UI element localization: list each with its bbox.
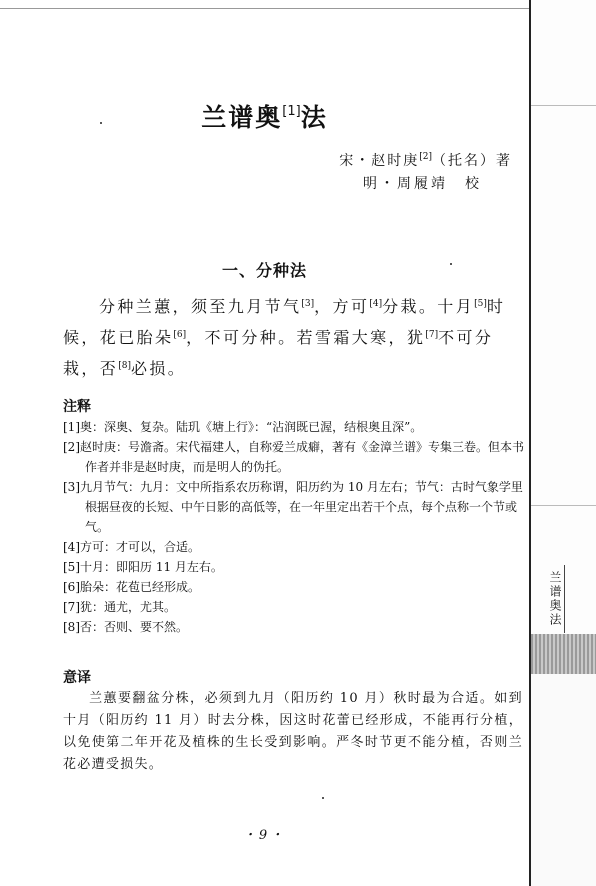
notes-heading: 注释 [63,399,91,415]
top-rule [0,8,529,9]
section-heading: 一、分种法 [221,261,307,280]
scan-speck [450,263,452,265]
page-title [0,98,529,134]
translation-heading: 意译 [63,670,91,686]
note-item: [6]胎朵：花苞已经形成。 [63,580,200,594]
note-item: [1]奥：深奥、复杂。陆玑《塘上行》：“沾润既已渥，结根奥且深”。 [63,420,423,434]
scan-speck [100,122,102,124]
note-item: [4]方可：才可以，合适。 [63,540,200,554]
main-paragraph: 分种兰蕙，须至九月节气[3]，方可[4]分栽。十月[5]时候，花已胎朵[6]，不可分种。若雪霜大寒，犹[7]不可分栽，否[8]必损。 [63,297,506,378]
thumb-index-marker [531,634,596,674]
title-text: 兰谱奥 [201,103,283,132]
margin-rule-top [531,105,596,106]
author-line-2: 明・周履靖 校 [363,176,482,192]
side-tab: 兰谱奥法 [548,571,562,627]
thumb-index-tail [531,674,596,886]
note-item: [3]九月节气：九月：文中所指系农历称谓，阳历约为 10 月左右；节气：古时气象学里根据昼夜的长短、中午日影的高低等，在一年里定出若干个点，每个点称一个节或气。 [63,480,523,534]
note-item: [5]十月：即阳历 11 月左右。 [63,560,223,574]
translation-paragraph: 兰蕙要翻盆分株，必须到九月（阳历约 10 月）秋时最为合适。如到十月（阳历约 11 月）时去分株，因这时花蕾已经形成，不能再行分植，以免使第二年开花及植株的生长受到影响。严冬时节更不能分植，否则兰花必遭受损失。 [63,691,523,772]
scan-speck [322,797,324,799]
author-line-1: 宋・赵时庚[2]（托名）著 [339,152,512,169]
page-number: ・9・ [242,828,287,843]
note-item: [2]赵时庚：号澹斋。宋代福建人，自称爱兰成癖，著有《金漳兰谱》专集三卷。但本书作者并非是赵时庚，而是明人的伪托。 [63,440,525,474]
title-note-ref: [1] [282,104,301,119]
note-item: [8]否：否则、要不然。 [63,620,188,634]
margin-rule-bottom [531,505,596,506]
notes-list [63,417,525,637]
note-item: [7]犹：通尤，尤其。 [63,600,176,614]
title-text-after: 法 [300,103,328,132]
